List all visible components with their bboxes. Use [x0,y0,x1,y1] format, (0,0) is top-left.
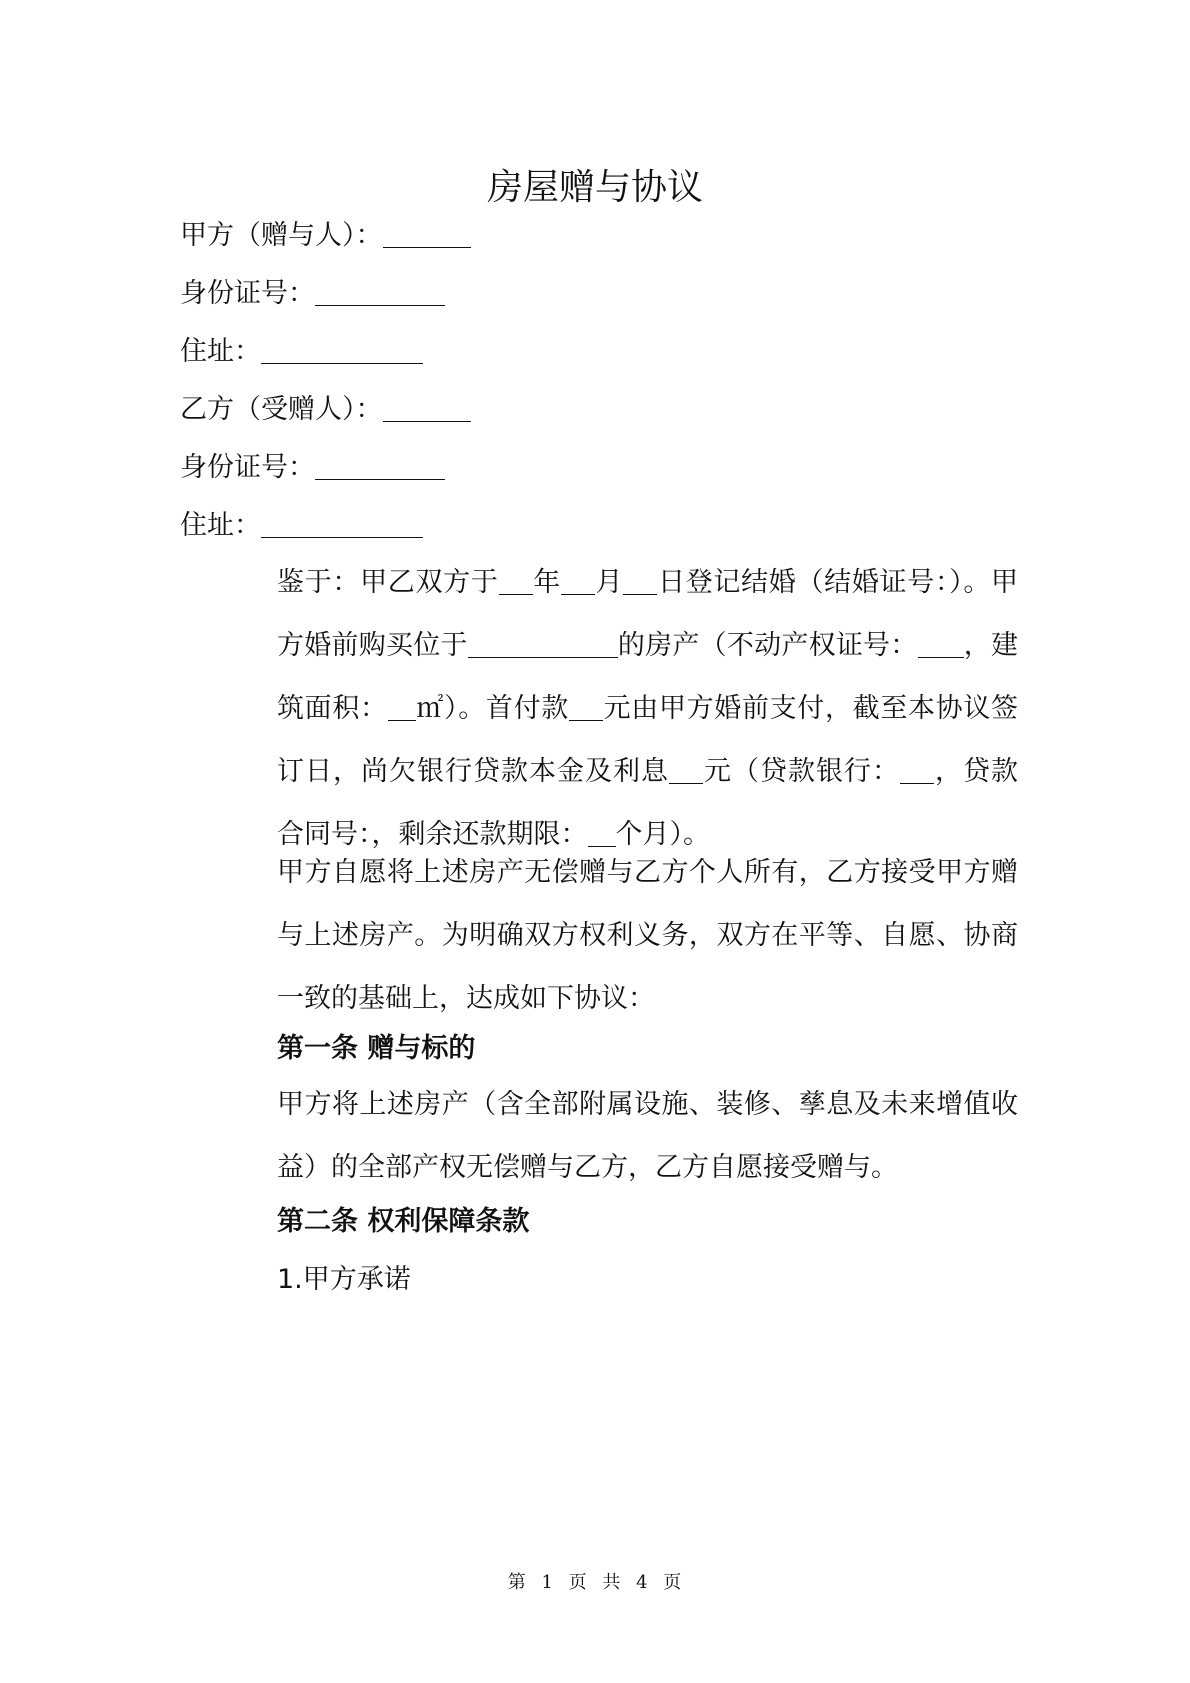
month-blank[interactable] [561,568,595,595]
recital-text: ）。甲方婚前购买位于 [277,567,1019,661]
donee-id-label: 身份证号： [180,452,315,483]
donor-line [180,218,471,254]
article-2-heading: 第二条 权利保障条款 [277,1206,530,1237]
recital-text: ，建筑面积： [277,630,1019,724]
property-cert-blank[interactable] [918,631,964,658]
donor-id-label: 身份证号： [180,278,315,309]
area-blank[interactable] [388,694,416,721]
article-2-item-1: 1.甲方承诺 [277,1264,411,1295]
year-blank[interactable] [499,568,533,595]
donee-blank[interactable] [383,397,471,422]
recital-text: ，剩余还款期限： [371,819,588,850]
recital-paragraph-1 [180,551,1018,866]
donee-address-line [180,508,423,544]
page-footer: 第 1 页 共 4 页 [507,1572,683,1593]
loan-bank-blank[interactable] [900,757,934,784]
donor-label: 甲方（赠与人）： [180,220,383,251]
recital-paragraph-2-text: 甲方自愿将上述房产无偿赠与乙方个人所有，乙方接受甲方赠与上述房产。为明确双方权利义务，双方在平等、自愿、协商一致的基础上，达成如下协议： [277,857,1018,1014]
recital-text: ㎡）。首付款 [415,693,569,724]
article-1-body-text: 甲方将上述房产（含全部附属设施、装修、孳息及未来增值收益）的全部产权无偿赠与乙方，乙方自愿接受赠与。 [277,1089,1018,1183]
down-payment-blank[interactable] [569,694,603,721]
recital-text: 元（贷款银行： [703,756,900,787]
donee-address-blank[interactable] [261,513,423,538]
recital-text: 元由甲方婚前支付，截至本协议签订日，尚欠银行贷款本金及利息 [277,693,1019,787]
recital-text: ，贷款合同号： [277,756,1018,850]
article-1-body [180,1073,1018,1199]
donor-address-blank[interactable] [261,339,423,364]
document-title: 房屋赠与协议 [486,167,703,208]
day-blank[interactable] [623,568,657,595]
donee-label: 乙方（受赠人）： [180,394,383,425]
recital-paragraph-2 [180,841,1018,1030]
recital-text: 月 [594,567,624,598]
recital-text: 日登记结婚（结婚证号： [657,567,950,598]
donee-address-label: 住址： [180,510,261,541]
donor-address-label: 住址： [180,336,261,367]
loan-amount-blank[interactable] [669,757,703,784]
recital-text: 年 [532,567,561,598]
donor-address-line [180,334,423,370]
donee-id-blank[interactable] [315,455,445,480]
donor-blank[interactable] [383,223,471,248]
recital-text: 的房产（不动产权证号： [617,630,918,661]
article-1-heading: 第一条 赠与标的 [277,1033,476,1064]
property-location-blank[interactable] [468,631,618,658]
donee-line [180,392,471,428]
recital-text: 鉴于：甲乙双方于 [277,567,499,598]
donor-id-blank[interactable] [315,281,445,306]
donee-id-line [180,450,445,486]
recital-text: 个月）。 [615,819,710,850]
donor-id-line [180,276,445,312]
